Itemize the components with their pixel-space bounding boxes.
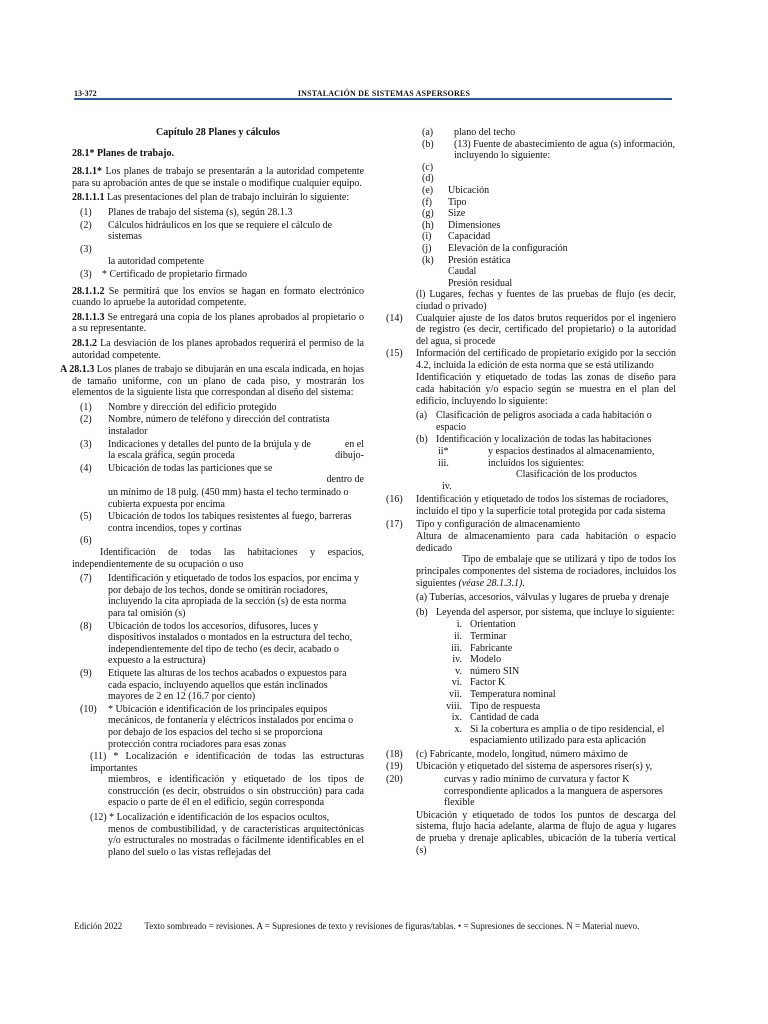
paragraph-28-1-3: A 28.1.3 Los planes de trabajo se dibujarán en una escala indicada, en hojas de tamaño uniforme, con un plano de cada piso, y mostrarán los elementos de la siguiente lista que correspondan al diseño del sistema: xyxy=(60,364,365,399)
list-item: (a) Tuberías, accesorios, válvulas y lugares de prueba y drenaje xyxy=(416,592,669,604)
list-item: (9) Etiquete las alturas de los techos acabados o expuestos para cada espacio, incluyendo aquellos que están inclinados mayores de 2 en 12 (16.7 por ciento) xyxy=(80,667,347,703)
list-item: (14) Cualquier ajuste de los datos brutos requeridos por el ingeniero de registro (es decir, certificado del propietario) o la autoridad del agua, si procede xyxy=(386,312,676,347)
left-column xyxy=(60,127,365,861)
list-item: (a) Clasificación de peligros asociada a cada habitación o espacio xyxy=(416,410,652,433)
list-item: (c) xyxy=(422,161,434,173)
page-footer xyxy=(74,921,694,933)
list-item: (e) Ubicación xyxy=(422,184,490,196)
list-item: (1) Nombre y dirección del edificio protegido xyxy=(80,401,277,413)
list-item: Ubicación y etiquetado de todos los puntos de descarga del sistema, flujo hacia adelante, alarma de flujo de agua y lugares de prueba y drenaje aplicables, ubicación de la tubería vertical (s) xyxy=(416,809,676,856)
list-item: (12) * Localización e identificación de los espacios ocultos, xyxy=(90,812,330,824)
list-item: (b) Leyenda del aspersor, por sistema, que incluye lo siguiente: xyxy=(416,606,675,618)
list-item: (2) Nombre, número de teléfono y dirección del contratista instalador xyxy=(80,414,330,438)
list-item: (17) Tipo y configuración de almacenamiento xyxy=(386,518,581,530)
paragraph-28-1-1-2: 28.1.1.2 Se permitirá que los envíos se hagan en formato electrónico cuando lo apruebe la autoridad competente. xyxy=(72,285,364,309)
edition-label: Edición 2022 xyxy=(74,921,123,931)
list-item: Identificación de todas las habitaciones y espacios, independientemente de su ocupación o uso xyxy=(72,547,364,570)
list-item: (10) * Ubicación e identificación de los principales equipos mecánicos, de fontanería y eléctricos instalados por encima o por debajo de los espacios del techo si se proporciona protección contra rociadores para esas zonas xyxy=(80,703,354,750)
list-item: (3) xyxy=(80,243,92,255)
list-item: (a) plano del techo xyxy=(422,127,516,138)
list-item: (h) Dimensiones xyxy=(422,219,501,231)
sprinkler-legend-item: vii. Temperatura nominal xyxy=(448,688,556,700)
list-item: Tipo de embalaje que se utilizará y tipo de todos los principales componentes del sistema de rociadores, incluidos los siguientes (véase 28.1.3.1). xyxy=(416,554,676,589)
list-item: Clasificación de los productos xyxy=(516,469,637,481)
section-heading: 28.1* Planes de trabajo. xyxy=(72,147,174,159)
list-item: miembros, e identificación y etiquetado de los tipos de construcción (es decir, obstruidos o sin obstrucción) para cada espacio o parte de él en el edificio, según corresponda xyxy=(108,774,364,809)
list-item: menos de combustibilidad, y de características arquitectónicas y/o estructurales no mostradas o fácilmente identificables en el plano del suelo o las vistas reflejadas del xyxy=(108,823,364,858)
list-item: (16) Identificación y etiquetado de todos los sistemas de rociadores, incluido el tipo y la superficie total protegida por cada sistema xyxy=(386,494,669,517)
list-item: Caudal xyxy=(448,266,477,278)
list-item: (6) xyxy=(80,535,92,547)
list-item: (i) Capacidad xyxy=(422,231,491,243)
list-item: (19) Ubicación y etiquetado del sistema de aspersores riser(s) y, xyxy=(386,761,653,773)
list-item: (k) Presión estática xyxy=(422,254,511,266)
revision-legend: Texto sombreado = revisiones. A = Supresiones de texto y revisiones de figuras/tablas. • = Supresiones de secciones. N = Material nuevo. xyxy=(144,921,640,931)
right-column xyxy=(386,127,676,859)
page-number: 13-372 xyxy=(74,89,97,98)
list-item: Altura de almacenamiento para cada habitación o espacio dedicado xyxy=(416,531,676,554)
list-item: (d) xyxy=(422,173,434,185)
list-item: (5) Ubicación de todos los tabiques resistentes al fuego, barreras contra incendios, topes y cortinas xyxy=(80,511,352,534)
paragraph-28-1-1-1: 28.1.1.1 Las presentaciones del plan de trabajo incluirán lo siguiente: xyxy=(72,192,350,204)
paragraph-28-1-1: 28.1.1* Los planes de trabajo se presentarán a la autoridad competente para su aprobación antes de que se instale o modifique cualquier equipo. xyxy=(72,166,365,189)
list-item: (11) * Localización e identificación de todas las estructuras importantes xyxy=(90,751,364,774)
sprinkler-legend-item: iv. Modelo xyxy=(452,654,502,666)
header-rule xyxy=(74,98,672,100)
list-item: iv. xyxy=(442,480,452,492)
list-item: Identificación y etiquetado de todas las zonas de diseño para cada habitación y/o espacio según se muestra en el plan del edificio, incluyendo lo siguiente: xyxy=(416,372,676,407)
list-item: (15) Información del certificado de propietario exigido por la sección 4.2, incluida la edición de esta norma que se está utilizando xyxy=(386,348,676,371)
list-item: ii* y espacios destinados al almacenamiento, xyxy=(438,446,655,458)
paragraph-28-1-2: 28.1.2 La desviación de los planes aprobados requerirá el permiso de la autoridad competente. xyxy=(72,337,364,361)
list-item: (f) Tipo xyxy=(422,196,467,208)
sprinkler-legend-item: x. Si la cobertura es amplia o de tipo residencial, el espaciamiento utilizado para esta aplicación xyxy=(454,723,665,747)
sprinkler-legend-item: vi. Factor K xyxy=(451,677,506,689)
list-item: la autoridad competente xyxy=(108,256,205,268)
paragraph-28-1-1-3: 28.1.1.3 Se entregará una copia de los planes aprobados al propietario o a su representante. xyxy=(72,311,364,335)
list-item: un mínimo de 18 pulg. (450 mm) hasta el techo terminado o cubierta expuesta por encima xyxy=(108,487,349,510)
list-item: (3) Indicaciones y detalles del punto de la brújula y de en el la escala gráfica, según proceda dibujo- xyxy=(80,438,364,462)
list-item: (g) Size xyxy=(422,208,466,220)
sprinkler-legend-item: v. número SIN xyxy=(455,665,520,677)
list-item: (b) (13) Fuente de abastecimiento de agua (s) información, incluyendo lo siguiente: xyxy=(422,138,676,162)
list-item: (j) Elevación de la configuración xyxy=(422,242,568,254)
list-item: (7) Identificación y etiquetado de todos los espacios, por encima y por debajo de los techos, donde se omitirán rociadores, incluyendo la cita apropiada de la sección (s) de esta norma para tal omisión (s) xyxy=(80,573,360,619)
list-item: (2) Cálculos hidráulicos en los que se requiere el cálculo de sistemas xyxy=(80,219,333,243)
list-item: (b) Identificación y localización de todas las habitaciones xyxy=(416,434,652,446)
sprinkler-legend-item: ix. Cantidad de cada xyxy=(451,712,539,724)
sprinkler-legend-item: viii. Tipo de respuesta xyxy=(446,700,541,712)
list-item: (18) (c) Fabricante, modelo, longitud, número máximo de xyxy=(386,748,628,760)
list-item: (8) Ubicación de todos los accesorios, difusores, luces y dispositivos instalados o montados en la estructura del techo, independientemente del tipo de techo (es decir, acabado o expuesto a la estructura) xyxy=(80,620,353,667)
list-item: (3) * Certificado de propietario firmado xyxy=(80,268,247,280)
sprinkler-legend-item: iii. Fabricante xyxy=(451,642,513,654)
list-item: (l) Lugares, fechas y fuentes de las pruebas de flujo (es decir, ciudad o privado) xyxy=(416,289,677,312)
list-item: iii. incluidos los siguientes: xyxy=(438,457,585,469)
sprinkler-legend-item: ii. Terminar xyxy=(453,630,507,642)
list-item: Presión residual xyxy=(448,277,513,289)
list-item: (1) Planes de trabajo del sistema (s), según 28.1.3 xyxy=(80,206,293,218)
list-item: (20) curvas y radio mínimo de curvatura y factor K correspondiente aplicados a la manguera de aspersores flexible xyxy=(386,774,663,809)
running-header: INSTALACIÓN DE SISTEMAS ASPERSORES xyxy=(297,89,471,98)
sprinkler-legend-item: i. Orientation xyxy=(456,619,516,631)
chapter-title: Capítulo 28 Planes y cálculos xyxy=(156,127,280,138)
list-item: (4) Ubicación de todas las particiones que se dentro de xyxy=(80,462,364,486)
